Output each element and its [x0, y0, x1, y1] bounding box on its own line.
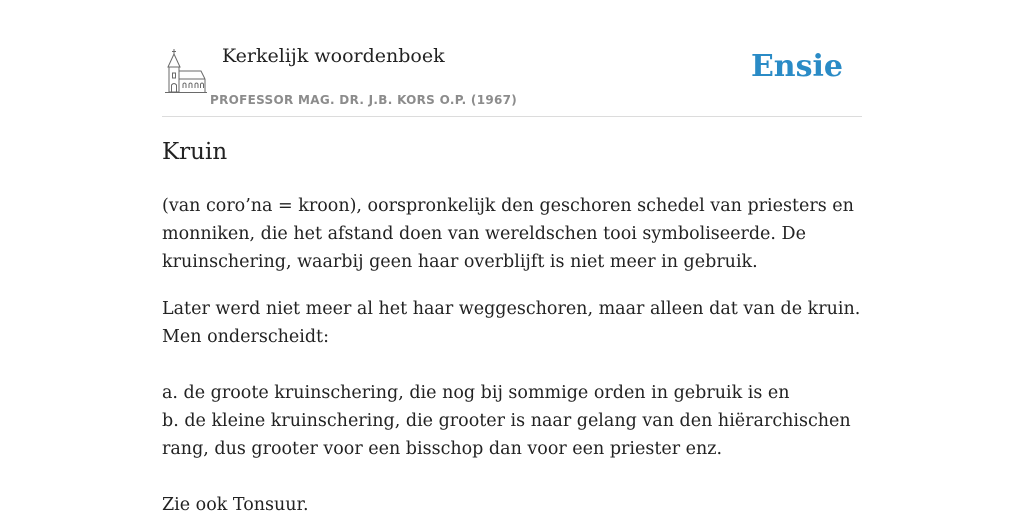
church-icon — [165, 49, 207, 95]
entry-paragraph: (van coro’na = kroon), oorspronkelijk den geschoren schedel van priesters en monniken, die het afstand doen van wereldschen tooi symboliseerde. De kruinschering, waarbij geen haar overblijft is niet meer in gebruik. — [162, 196, 854, 272]
list-item: a. de groote kruinschering, die nog bij sommige orden in gebruik is en — [162, 383, 790, 403]
entry-body — [162, 192, 862, 512]
see-also-link[interactable]: Zie ook Tonsuur. — [162, 495, 309, 512]
entry-title: Kruin — [162, 139, 228, 165]
entry-paragraph: Later werd niet meer al het haar weggeschoren, maar alleen dat van de kruin. Men onderscheidt: — [162, 299, 861, 347]
book-author: PROFESSOR MAG. DR. J.B. KORS O.P. (1967) — [210, 93, 518, 107]
brand-logo[interactable]: Ensie — [750, 49, 843, 84]
list-item: b. de kleine kruinschering, die grooter is naar gelang van den hiërarchischen rang, dus grooter voor een bisschop dan voor een priester enz. — [162, 411, 851, 459]
header — [162, 40, 862, 117]
book-title[interactable]: Kerkelijk woordenboek — [222, 45, 445, 67]
